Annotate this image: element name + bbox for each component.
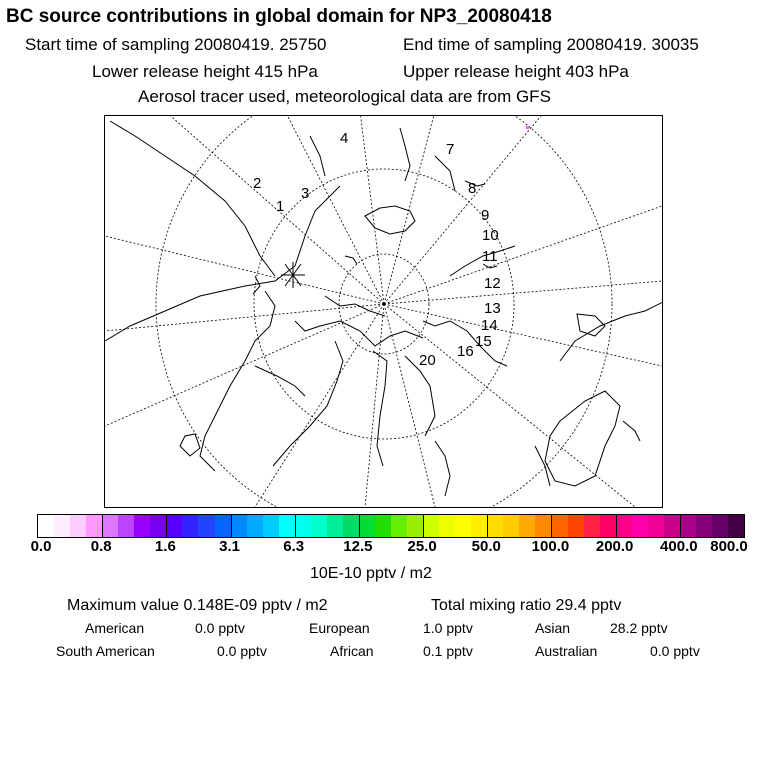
color-swatch: [375, 515, 391, 537]
color-scale-label: 25.0: [407, 538, 437, 555]
map-title: BC source contributions in global domain for NP3_20080418: [6, 6, 552, 27]
color-swatch: [503, 515, 519, 537]
color-swatch: [279, 515, 295, 537]
color-swatch: [231, 515, 247, 537]
color-swatch: [391, 515, 407, 537]
color-swatch: [102, 515, 118, 537]
color-scale-tick: [423, 515, 424, 537]
color-scale-tick: [295, 515, 296, 537]
label-8: 8: [468, 180, 477, 197]
label-3: 3: [301, 185, 310, 202]
european-label: European: [309, 620, 370, 636]
label-2: 2: [253, 175, 262, 192]
start-time: Start time of sampling 20080419. 25750: [25, 35, 327, 54]
south-american-label: South American: [56, 643, 155, 659]
color-swatch: [327, 515, 343, 537]
south-american-value: 0.0 pptv: [217, 643, 267, 659]
color-swatch: [600, 515, 616, 537]
label-11: 11: [482, 248, 498, 265]
american-label: American: [85, 620, 145, 636]
color-swatch: [455, 515, 471, 537]
color-scale-bar: [37, 514, 745, 538]
map-graphic: [105, 116, 662, 507]
end-time: End time of sampling 20080419. 30035: [403, 35, 699, 54]
color-swatch: [263, 515, 279, 537]
color-swatch: [198, 515, 214, 537]
color-swatch: [54, 515, 70, 537]
color-swatch: [423, 515, 439, 537]
graticule: [105, 116, 662, 507]
color-swatch: [680, 515, 696, 537]
color-swatch: [70, 515, 86, 537]
label-1: 1: [276, 198, 285, 215]
color-scale-label: 6.3: [283, 538, 305, 555]
spot-marker: [526, 126, 529, 129]
color-scale-tick: [551, 515, 552, 537]
label-9: 9: [481, 207, 490, 224]
color-swatch: [552, 515, 568, 537]
color-swatch: [134, 515, 150, 537]
color-swatch: [728, 515, 744, 537]
label-10: 10: [482, 227, 499, 244]
color-swatch: [471, 515, 487, 537]
color-swatch: [311, 515, 327, 537]
lower-release-height: Lower release height 415 hPa: [92, 62, 318, 81]
color-swatch: [86, 515, 102, 537]
european-value: 1.0 pptv: [423, 620, 473, 636]
color-scale-tick: [359, 515, 360, 537]
color-scale-label: 1.6: [154, 538, 176, 555]
label-14: 14: [481, 317, 498, 334]
australian-label: Australian: [535, 643, 598, 659]
color-swatch: [439, 515, 455, 537]
asian-label: Asian: [535, 620, 571, 636]
label-13: 13: [484, 300, 501, 317]
label-7: 7: [446, 141, 455, 158]
color-swatch: [696, 515, 712, 537]
color-scale-label: 100.0: [531, 538, 570, 555]
american-value: 0.0 pptv: [195, 620, 245, 636]
color-swatch: [519, 515, 535, 537]
color-swatch: [215, 515, 231, 537]
total-mixing-ratio: Total mixing ratio 29.4 pptv: [431, 597, 622, 614]
color-swatch: [584, 515, 600, 537]
color-scale-label: 12.5: [343, 538, 373, 555]
color-swatch: [648, 515, 664, 537]
color-scale-label: 200.0: [595, 538, 634, 555]
color-scale-label: 0.8: [90, 538, 112, 555]
color-swatch: [150, 515, 166, 537]
color-swatch: [712, 515, 728, 537]
color-scale-tick: [616, 515, 617, 537]
color-scale-tick: [231, 515, 232, 537]
color-swatch: [568, 515, 584, 537]
label-20: 20: [419, 352, 436, 369]
color-swatch: [616, 515, 632, 537]
color-scale-tick: [102, 515, 103, 537]
color-swatch: [118, 515, 134, 537]
color-scale-tick: [680, 515, 681, 537]
color-scale-tick: [166, 515, 167, 537]
label-16: 16: [457, 343, 474, 360]
color-swatch: [407, 515, 423, 537]
color-scale-label: 800.0: [710, 538, 748, 555]
australian-value: 0.0 pptv: [650, 643, 700, 659]
color-swatch: [247, 515, 263, 537]
trajectory-labels: [253, 130, 501, 369]
color-swatch: [182, 515, 198, 537]
color-scale-label: 3.1: [219, 538, 240, 555]
color-swatch: [664, 515, 680, 537]
color-swatch: [632, 515, 648, 537]
color-scale-label: 400.0: [660, 538, 698, 555]
african-value: 0.1 pptv: [423, 643, 473, 659]
polar-map: [104, 115, 663, 508]
color-swatch: [487, 515, 503, 537]
color-scale-tick: [487, 515, 488, 537]
color-swatch: [295, 515, 311, 537]
label-12: 12: [484, 275, 501, 292]
aerosol-info: Aerosol tracer used, meteorological data are from GFS: [138, 87, 551, 106]
color-scale-label: 50.0: [471, 538, 501, 555]
label-4: 4: [340, 130, 349, 147]
color-swatch: [343, 515, 359, 537]
color-scale-unit: 10E-10 pptv / m2: [310, 565, 432, 582]
color-swatch: [166, 515, 182, 537]
color-swatch: [359, 515, 375, 537]
upper-release-height: Upper release height 403 hPa: [403, 62, 629, 81]
color-swatch: [38, 515, 54, 537]
african-label: African: [330, 643, 374, 659]
color-scale-label: 0.0: [30, 538, 52, 555]
max-value: Maximum value 0.148E-09 pptv / m2: [67, 597, 328, 614]
asian-value: 28.2 pptv: [610, 620, 668, 636]
color-swatch: [535, 515, 551, 537]
label-15: 15: [475, 333, 492, 350]
